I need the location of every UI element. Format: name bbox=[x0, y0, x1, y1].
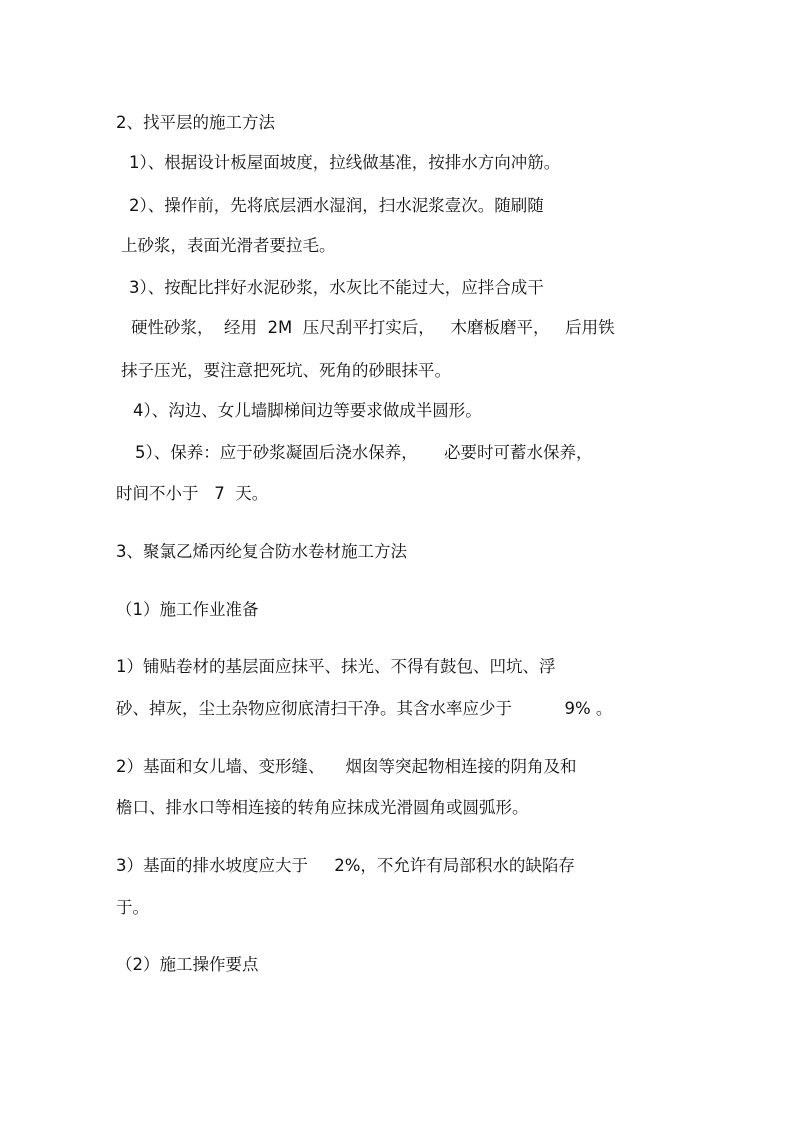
paragraph-line: 时间不小于 7 天。 bbox=[116, 484, 269, 503]
paragraph-line: 抹子压光，要注意把死坑、死角的砂眼抹平。 bbox=[121, 361, 451, 380]
paragraph-line: 2）基面和女儿墙、变形缝、 烟囱等突起物相连接的阴角及和 bbox=[116, 757, 577, 776]
subsection-heading-1: （1）施工作业准备 bbox=[116, 600, 259, 619]
paragraph-line: 5）、保养：应于砂浆凝固后浇水保养， 必要时可蓄水保养， bbox=[135, 443, 593, 462]
section-heading-3: 3、聚氯乙烯丙纶复合防水卷材施工方法 bbox=[116, 542, 407, 561]
paragraph-line: 3）、按配比拌好水泥砂浆，水灰比不能过大，应拌合成干 bbox=[129, 278, 544, 297]
subsection-heading-2: （2）施工操作要点 bbox=[116, 955, 259, 974]
paragraph-line: 于。 bbox=[116, 898, 149, 917]
paragraph-line: 3）基面的排水坡度应大于 2%，不允许有局部积水的缺陷存 bbox=[116, 856, 575, 875]
paragraph-line: 4）、沟边、女儿墙脚梯间边等要求做成半圆形。 bbox=[133, 401, 482, 420]
section-heading-2: 2、找平层的施工方法 bbox=[116, 113, 275, 132]
paragraph-line: 砂、掉灰，尘土杂物应彻底清扫干净。其含水率应少于 9% 。 bbox=[116, 699, 613, 718]
paragraph-line: 1）铺贴卷材的基层面应抹平、抹光、不得有鼓包、凹坑、浮 bbox=[116, 657, 556, 676]
paragraph-line: 上砂浆，表面光滑者要拉毛。 bbox=[121, 236, 336, 255]
paragraph-line: 1）、根据设计板屋面坡度，拉线做基准，按排水方向冲筋。 bbox=[129, 153, 561, 172]
paragraph-line: 硬性砂浆， 经用 2M 压尺刮平打实后， 木磨板磨平， 后用铁 bbox=[131, 318, 615, 337]
paragraph-line: 2）、操作前，先将底层洒水湿润，扫水泥浆壹次。随刷随 bbox=[129, 196, 544, 215]
paragraph-line: 檐口、排水口等相连接的转角应抹成光滑圆角或圆弧形。 bbox=[116, 798, 529, 817]
